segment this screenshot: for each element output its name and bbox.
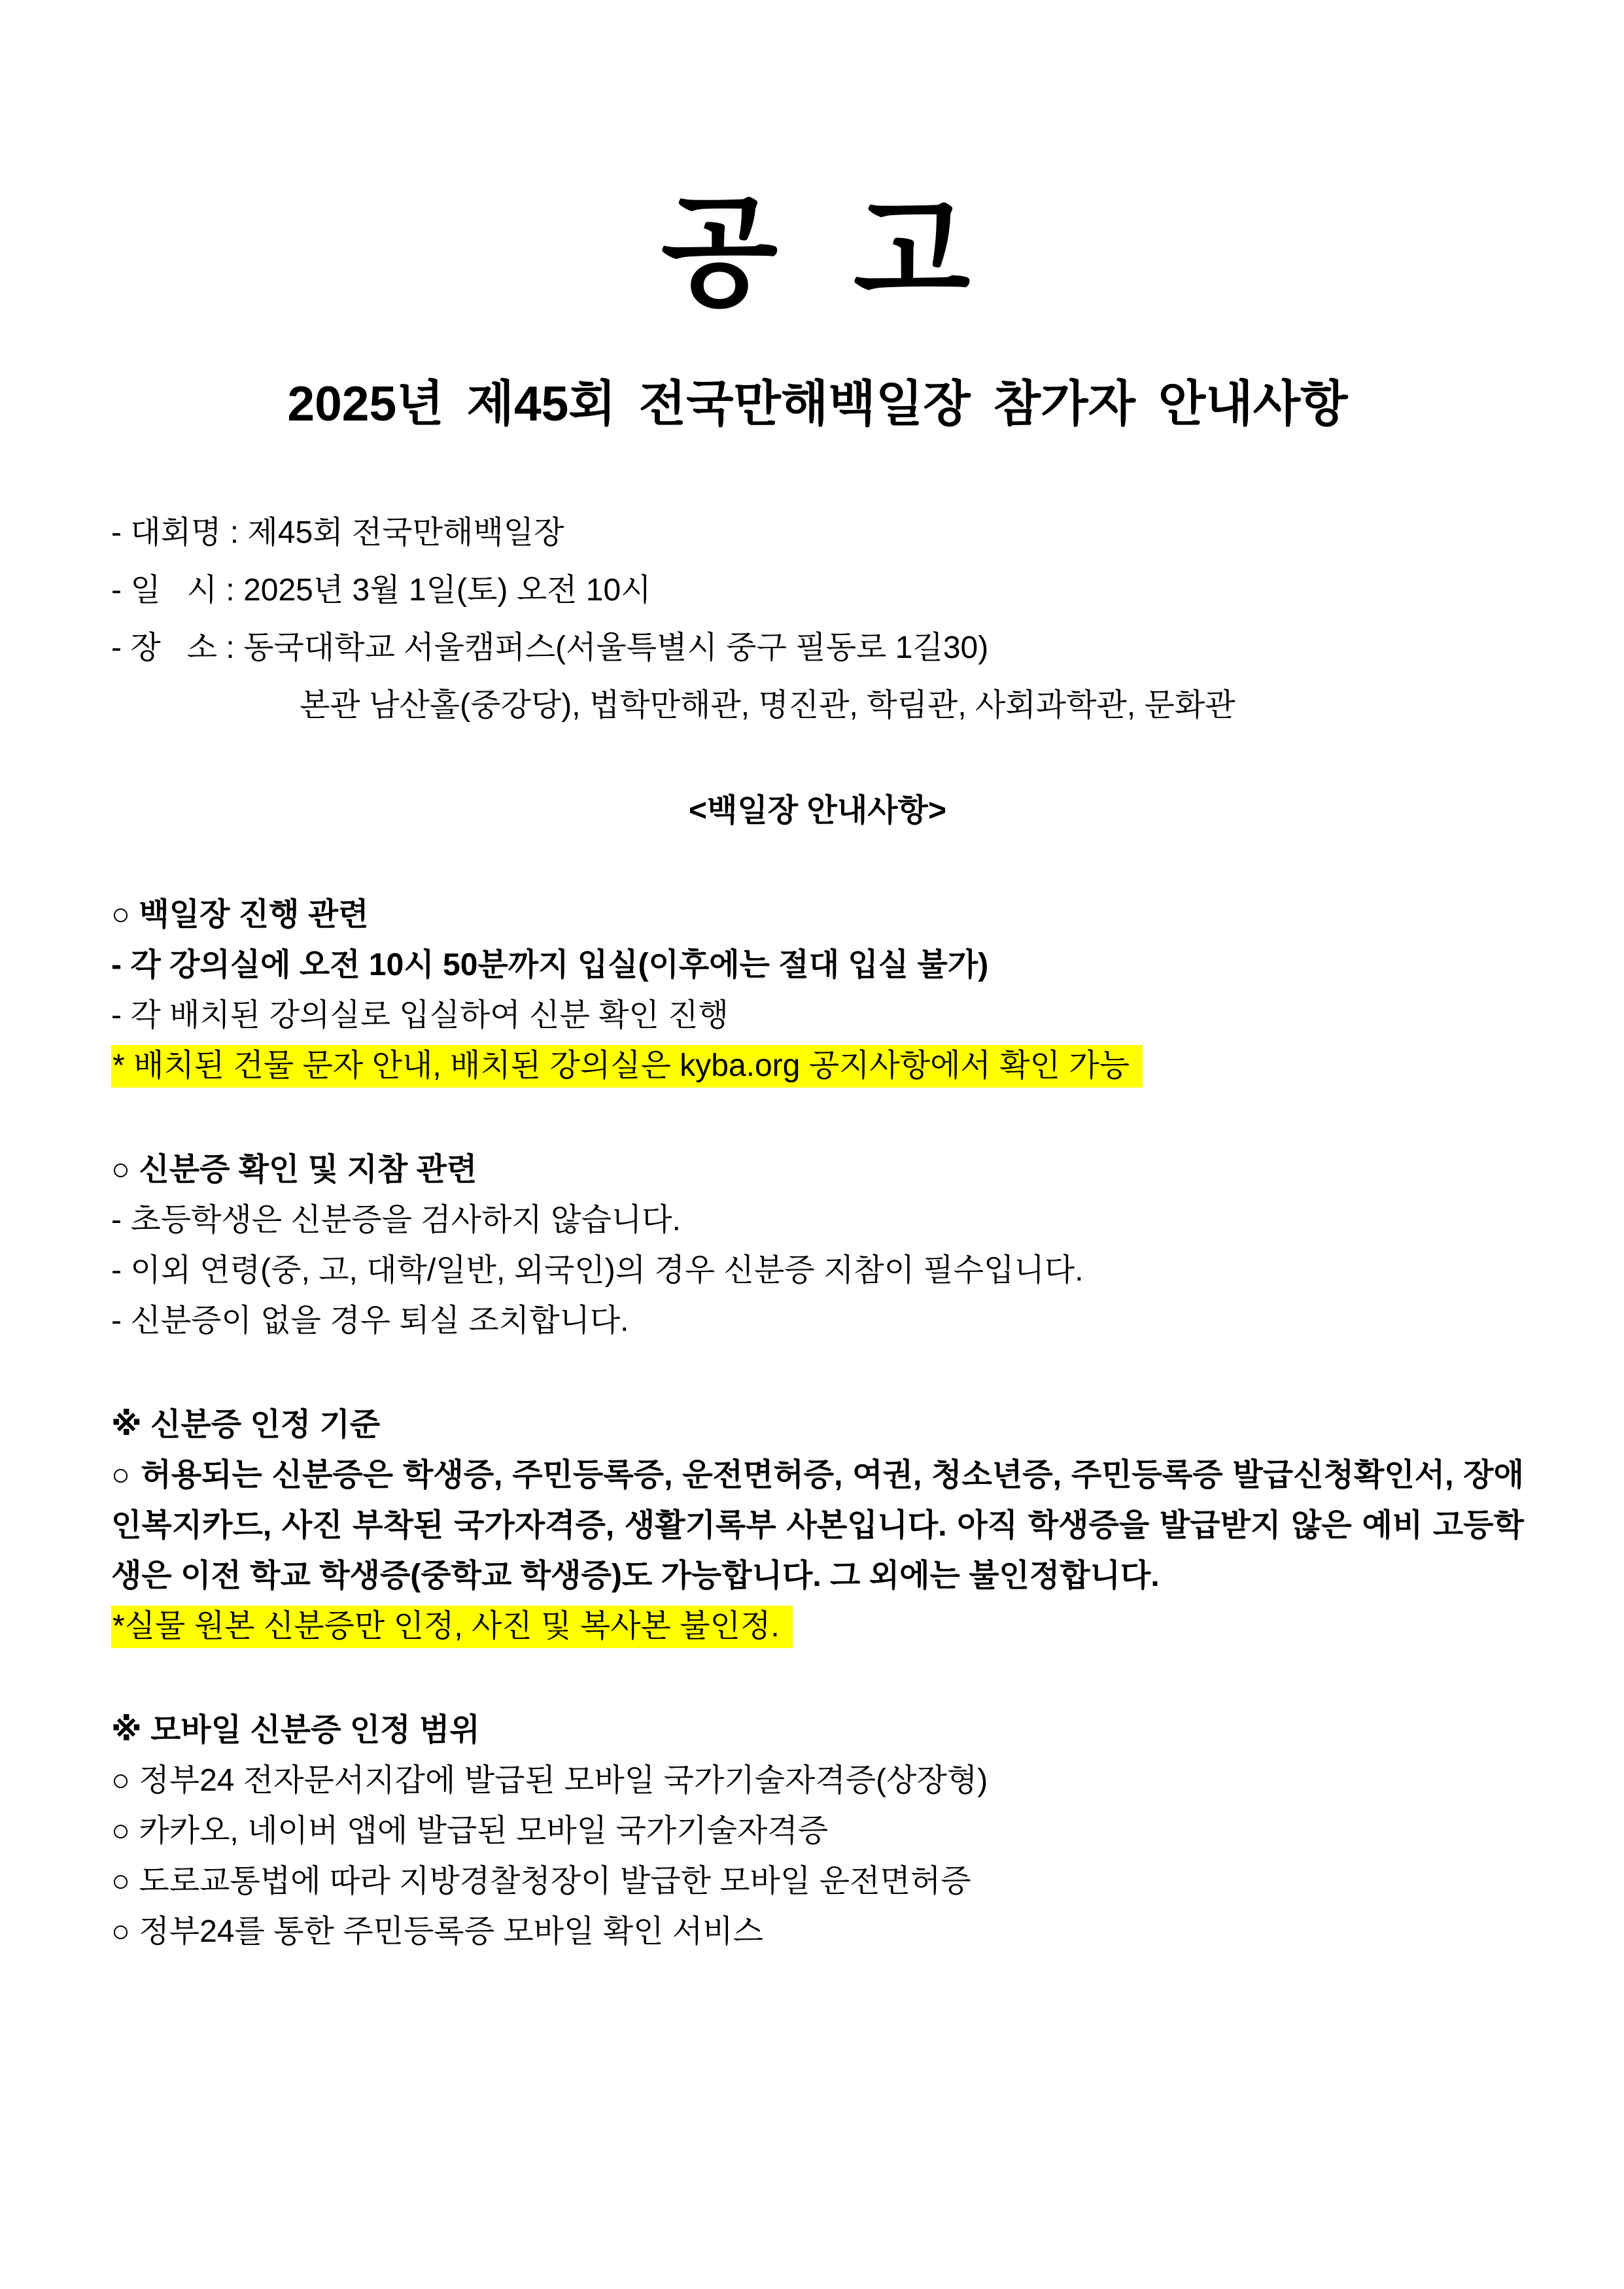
notice-section-heading: <백일장 안내사항> <box>689 793 946 828</box>
section-mobile-id-heading: ※ 모바일 신분증 인정 범위 <box>111 1712 480 1747</box>
id-criteria-highlight-note: *실물 원본 신분증만 인정, 사진 및 복사본 불인정. <box>111 1606 793 1648</box>
progress-entry-deadline-item: - 각 강의실에 오전 10시 50분까지 입실(이후에는 절대 입실 불가) <box>111 947 989 982</box>
progress-highlight-note: * 배치된 건물 문자 안내, 배치된 강의실은 kyba.org 공지사항에서 확인 가능 <box>111 1045 1143 1088</box>
mobile-id-gov24-resident-item: ○ 정부24를 통한 주민등록증 모바일 확인 서비스 <box>111 1914 764 1949</box>
mobile-id-gov24-wallet-item: ○ 정부24 전자문서지갑에 발급된 모바일 국가기술자격증(상장형) <box>111 1763 988 1798</box>
mobile-id-mobile-license-item: ○ 도로교통법에 따라 지방경찰청장이 발급한 모바일 운전면허증 <box>111 1863 971 1899</box>
section-progress-heading: ○ 백일장 진행 관련 <box>111 897 369 932</box>
info-location-detail: 본관 남산홀(중강당), 법학만해관, 명진관, 학림관, 사회과학관, 문화관 <box>300 687 1235 723</box>
progress-entry-check-item: - 각 배치된 강의실로 입실하여 신분 확인 진행 <box>111 997 729 1033</box>
document-subtitle: 2025년 제45회 전국만해백일장 참가자 안내사항 <box>287 376 1348 432</box>
section-id-check <box>111 1144 1524 1346</box>
document-title: 공 고 <box>661 186 975 320</box>
section-id-criteria <box>111 1400 1524 1651</box>
progress-highlight-line <box>111 1041 1524 1091</box>
section-mobile-id <box>111 1705 1524 1957</box>
info-datetime: - 일 시 : 2025년 3월 1일(토) 오전 10시 <box>111 572 651 608</box>
section-id-criteria-heading: ※ 신분증 인정 기준 <box>111 1407 381 1442</box>
section-progress <box>111 889 1524 1091</box>
id-check-elementary-item: - 초등학생은 신분증을 검사하지 않습니다. <box>111 1202 681 1237</box>
section-id-check-heading: ○ 신분증 확인 및 지참 관련 <box>111 1152 477 1187</box>
id-check-other-ages-item: - 이외 연령(중, 고, 대학/일반, 외국인)의 경우 신분증 지참이 필수입니다. <box>111 1252 1084 1288</box>
info-event-name: - 대회명 : 제45회 전국만해백일장 <box>111 515 564 550</box>
id-criteria-paragraph: ○ 허용되는 신분증은 학생증, 주민등록증, 운전면허증, 여권, 청소년증, 주민등록증 발급신청확인서, 장애인복지카드, 사진 부착된 국가자격증, 생활기록부 사본입니다. 아직 학생증을 발급받지 않은 예비 고등학생은 이전 학교 학생증(중학교 학생증)도 가능합니다. 그 외에는 불인정합니다. <box>111 1457 1524 1593</box>
mobile-id-kakao-naver-item: ○ 카카오, 네이버 앱에 발급된 모바일 국가기술자격증 <box>111 1813 829 1848</box>
info-location: - 장 소 : 동국대학교 서울캠퍼스(서울특별시 중구 필동로 1길30) <box>111 630 989 665</box>
id-check-no-id-item: - 신분증이 없을 경우 퇴실 조치합니다. <box>111 1303 629 1338</box>
id-criteria-highlight-line <box>111 1601 1524 1651</box>
event-info-list <box>111 504 1524 734</box>
